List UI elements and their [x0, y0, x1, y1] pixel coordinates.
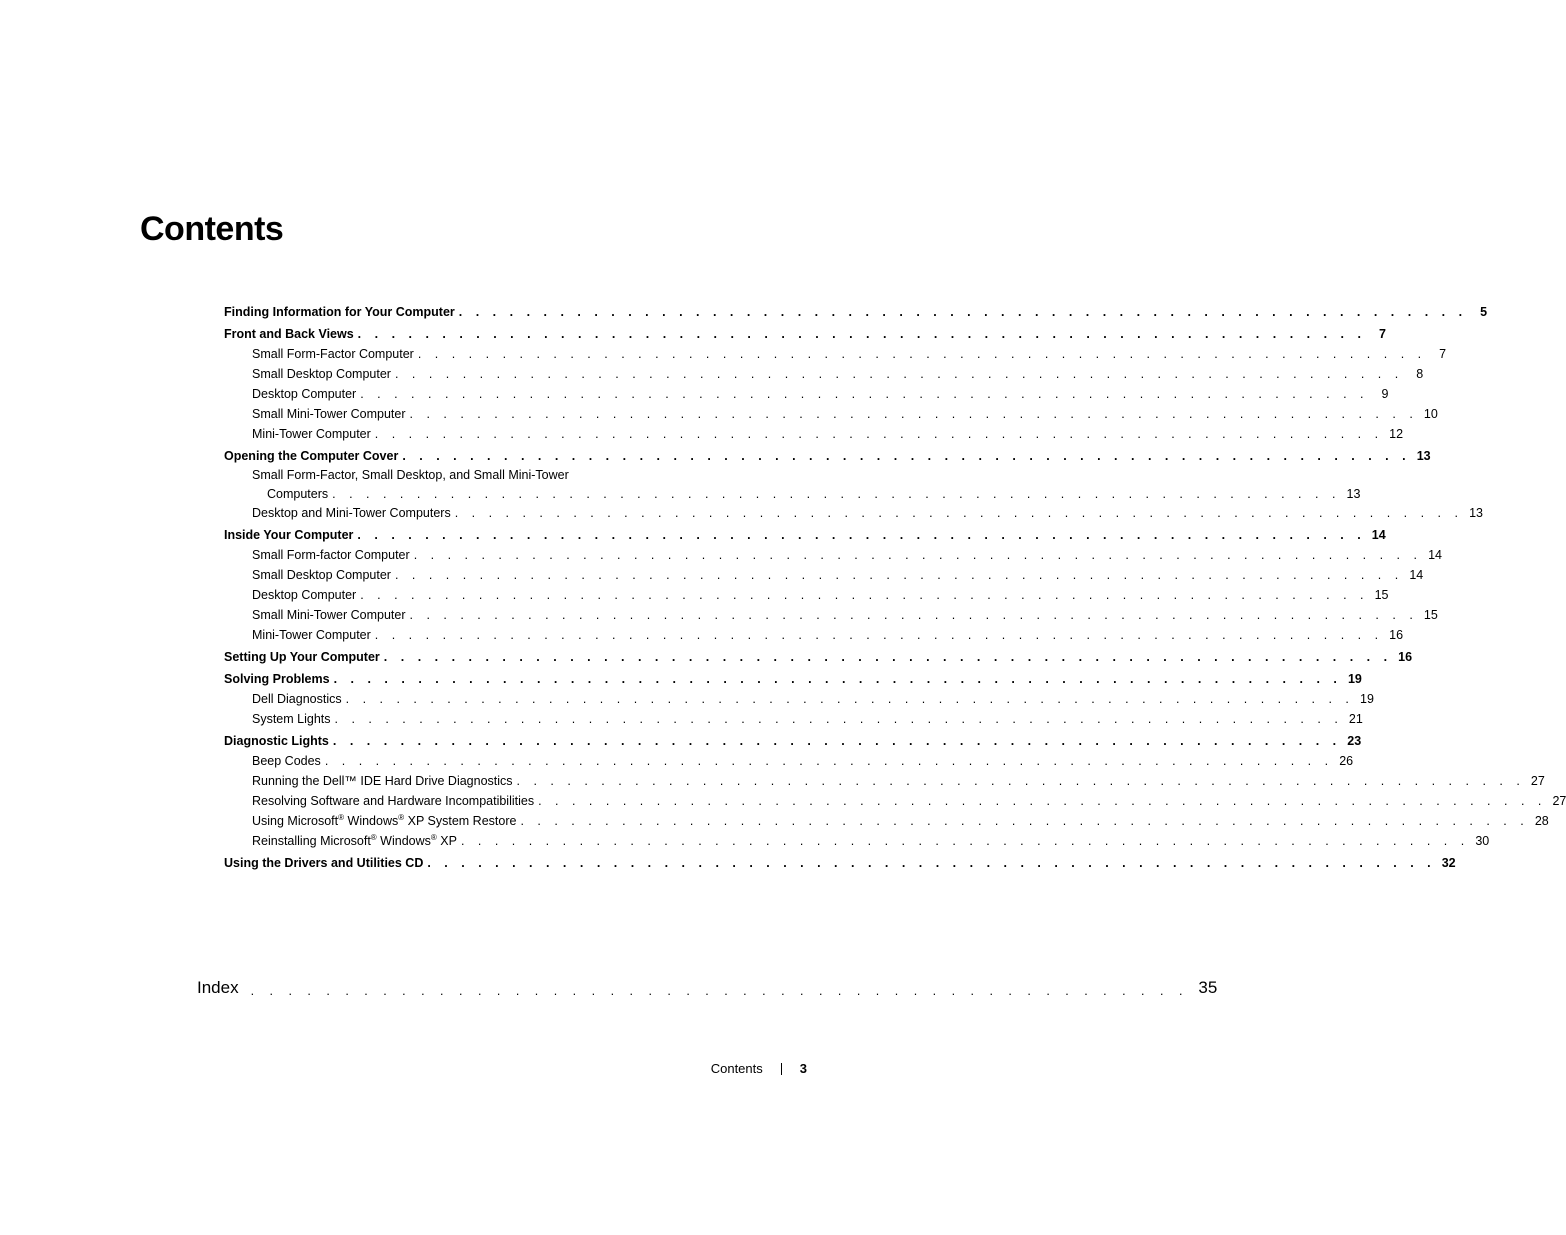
toc-entry-title: Small Form-Factor Computer: [252, 347, 414, 361]
toc-chapter-entry[interactable]: [224, 853, 1456, 873]
toc-subentry[interactable]: [224, 811, 1549, 831]
toc-entry-title: Using Microsoft® Windows® XP System Restore: [252, 812, 517, 828]
toc-subentry[interactable]: [224, 791, 1566, 811]
toc-entry-title: Diagnostic Lights: [224, 734, 329, 748]
dot-leader: . . . . . . . . . . . . . . . . . . . . . . . . . . . . . . . . . . . . . . . . . . . . . . . . . . . . . . . . . . . .: [345, 692, 1354, 706]
toc-entry-title[interactable]: Small Form-Factor, Small Desktop, and Small Mini-Tower: [252, 468, 569, 482]
dot-leader: . . . . . . . . . . . . . . . . . . . . . . . . . . . . . . . . . . . . . . . . . . . . . . . . . . . . . . . . . . . .: [332, 734, 1342, 748]
dot-leader: . . . . . . . . . . . . . . . . . . . . . . . . . . . . . . . . . . . . . . . . . . . . . . . . . . . . . . . . . . . .: [538, 794, 1547, 808]
toc-entry-title: Dell Diagnostics: [252, 692, 342, 706]
toc-entry-page: 35: [1198, 978, 1218, 997]
dot-leader: . . . . . . . . . . . . . . . . . . . . . . . . . . . . . . . . . . . . . . . . . . . . . . . . . . . . . . . . . . . .: [516, 774, 1525, 788]
toc-section: [224, 731, 1566, 851]
toc-section: [224, 302, 1488, 322]
toc-subentry[interactable]: [224, 384, 1389, 404]
toc-entry-page: 16: [1398, 650, 1413, 664]
toc-chapter-entry[interactable]: [224, 525, 1386, 545]
dot-leader: . . . . . . . . . . . . . . . . . . . . . . . . . . . . . . . . . . . . . . . . . . . . . . . . . . . . . . . . . . . .: [458, 305, 1468, 319]
toc-subentry[interactable]: [224, 585, 1389, 605]
toc-entry-page: 5: [1480, 305, 1488, 319]
footer-separator: [781, 1063, 782, 1075]
toc-entry-page: 15: [1423, 608, 1438, 622]
table-of-contents: [224, 300, 1566, 873]
toc-section: [224, 446, 1483, 523]
toc-entry-page: 13: [1346, 487, 1361, 501]
toc-entry-title: System Lights: [252, 712, 331, 726]
toc-subentry[interactable]: [224, 565, 1424, 585]
toc-entry-title: Inside Your Computer: [224, 528, 354, 542]
toc-subentry[interactable]: [224, 605, 1438, 625]
toc-entry-page: 13: [1416, 449, 1431, 463]
toc-entry-page: 21: [1348, 712, 1363, 726]
toc-entry-page: 9: [1381, 387, 1389, 401]
dot-leader: . . . . . . . . . . . . . . . . . . . . . . . . . . . . . . . . . . . . . . . . . . . . . . . . . . . . . . . . . . . .: [417, 347, 1427, 361]
toc-subentry[interactable]: [224, 625, 1404, 645]
toc-subentry[interactable]: [224, 771, 1545, 791]
dot-leader: . . . . . . . . . . . . . . . . . . . . . . . . . . . . . . . . . . . . . . . . . . . . . . . . . .: [250, 984, 1189, 998]
toc-entry-title: Small Mini-Tower Computer: [252, 608, 406, 622]
toc-subentry[interactable]: [224, 404, 1438, 424]
toc-entry-title: Computers: [267, 487, 329, 501]
dot-leader: . . . . . . . . . . . . . . . . . . . . . . . . . . . . . . . . . . . . . . . . . . . . . . . . . . . . . . . . . . . .: [454, 506, 1463, 520]
toc-entry-title: Beep Codes: [252, 754, 321, 768]
toc-section: [224, 853, 1456, 873]
dot-leader: . . . . . . . . . . . . . . . . . . . . . . . . . . . . . . . . . . . . . . . . . . . . . . . . . . . . . . . . . . . .: [374, 427, 1384, 441]
toc-entry-title: Opening the Computer Cover: [224, 449, 399, 463]
toc-entry-title: Small Mini-Tower Computer: [252, 407, 406, 421]
toc-entry-title: Using the Drivers and Utilities CD: [224, 856, 424, 870]
toc-entry-title: Mini-Tower Computer: [252, 427, 371, 441]
toc-entry-title: Desktop Computer: [252, 588, 357, 602]
toc-entry-title: Setting Up Your Computer: [224, 650, 380, 664]
toc-entry-page: 14: [1428, 548, 1442, 562]
toc-entry-page: 26: [1339, 754, 1354, 768]
dot-leader: . . . . . . . . . . . . . . . . . . . . . . . . . . . . . . . . . . . . . . . . . . . . . . . . . . . . . . . . . . . .: [460, 834, 1470, 848]
toc-entry-page: 14: [1409, 568, 1424, 582]
toc-chapter-entry[interactable]: [224, 669, 1362, 689]
footer-label: Contents: [710, 1061, 763, 1076]
toc-chapter-entry[interactable]: [224, 731, 1362, 751]
toc-entry-index[interactable]: [197, 975, 1218, 1001]
dot-leader: . . . . . . . . . . . . . . . . . . . . . . . . . . . . . . . . . . . . . . . . . . . . . . . . . . . . . . . . . . . .: [360, 588, 1369, 602]
toc-subentry[interactable]: [224, 503, 1483, 523]
toc-entry-title: Resolving Software and Hardware Incompatibilities: [252, 794, 535, 808]
toc-chapter-entry[interactable]: [224, 302, 1488, 322]
toc-section: [224, 669, 1374, 729]
dot-leader: . . . . . . . . . . . . . . . . . . . . . . . . . . . . . . . . . . . . . . . . . . . . . . . . . . . . . . . . . . . .: [394, 568, 1404, 582]
dot-leader: . . . . . . . . . . . . . . . . . . . . . . . . . . . . . . . . . . . . . . . . . . . . . . . . . . . . . . . . . . . .: [383, 650, 1393, 664]
toc-subentry[interactable]: [224, 709, 1363, 729]
page-number: 3: [799, 1061, 807, 1076]
toc-entry-page: 23: [1347, 734, 1362, 748]
toc-subentry[interactable]: [224, 344, 1447, 364]
toc-chapter-entry[interactable]: [224, 324, 1386, 344]
dot-leader: . . . . . . . . . . . . . . . . . . . . . . . . . . . . . . . . . . . . . . . . . . . . . . . . . . . . . . . . . . . .: [409, 407, 1418, 421]
dot-leader: . . . . . . . . . . . . . . . . . . . . . . . . . . . . . . . . . . . . . . . . . . . . . . . . . . . . . . . . . . . .: [520, 814, 1529, 828]
toc-entry-title: Small Desktop Computer: [252, 568, 391, 582]
toc-section: [224, 647, 1413, 667]
toc-entry-title: Running the Dell™ IDE Hard Drive Diagnostics: [252, 774, 513, 788]
toc-entry-page: 7: [1439, 347, 1447, 361]
toc-entry-page: 12: [1389, 427, 1404, 441]
dot-leader: . . . . . . . . . . . . . . . . . . . . . . . . . . . . . . . . . . . . . . . . . . . . . . . . . . . . . . . . . . . .: [409, 608, 1418, 622]
toc-entry-page: 19: [1360, 692, 1374, 706]
toc-entry-title: Finding Information for Your Computer: [224, 305, 455, 319]
toc-entry-page: 28: [1534, 814, 1549, 828]
toc-subentry[interactable]: [224, 545, 1442, 565]
dot-leader: . . . . . . . . . . . . . . . . . . . . . . . . . . . . . . . . . . . . . . . . . . . . . . . . . . . . . . . . . . . .: [360, 387, 1369, 401]
toc-entry-page: 15: [1374, 588, 1389, 602]
toc-entry-title: Small Form-factor Computer: [252, 548, 410, 562]
toc-entry-page: 32: [1441, 856, 1456, 870]
dot-leader: . . . . . . . . . . . . . . . . . . . . . . . . . . . . . . . . . . . . . . . . . . . . . . . . . . . . . . . . . . . .: [374, 628, 1384, 642]
toc-entry-page: 16: [1389, 628, 1404, 642]
toc-subentry[interactable]: [224, 485, 1361, 503]
toc-entry-title: Desktop Computer: [252, 387, 357, 401]
toc-chapter-entry[interactable]: [224, 446, 1431, 466]
toc-entry-title: Small Desktop Computer: [252, 367, 391, 381]
dot-leader: . . . . . . . . . . . . . . . . . . . . . . . . . . . . . . . . . . . . . . . . . . . . . . . . . . . . . . . . . . . .: [427, 856, 1436, 870]
dot-leader: . . . . . . . . . . . . . . . . . . . . . . . . . . . . . . . . . . . . . . . . . . . . . . . . . . . . . . . . . . . .: [402, 449, 1411, 463]
toc-entry-page: 30: [1475, 834, 1490, 848]
toc-entry-page: 27: [1552, 794, 1566, 808]
toc-entry-title: Solving Problems: [224, 672, 330, 686]
dot-leader: . . . . . . . . . . . . . . . . . . . . . . . . . . . . . . . . . . . . . . . . . . . . . . . . . . . . . . . . . . . .: [334, 712, 1343, 726]
dot-leader: . . . . . . . . . . . . . . . . . . . . . . . . . . . . . . . . . . . . . . . . . . . . . . . . . . . . . . . . . . . .: [324, 754, 1334, 768]
toc-entry-title: Mini-Tower Computer: [252, 628, 371, 642]
dot-leader: . . . . . . . . . . . . . . . . . . . . . . . . . . . . . . . . . . . . . . . . . . . . . . . . . . . . . . . . . . . .: [357, 528, 1366, 542]
toc-entry-page: 7: [1379, 327, 1386, 341]
page-footer: [711, 1061, 807, 1076]
toc-subentry[interactable]: [224, 689, 1374, 709]
toc-subentry[interactable]: [224, 364, 1424, 384]
toc-section: [224, 324, 1447, 444]
dot-leader: . . . . . . . . . . . . . . . . . . . . . . . . . . . . . . . . . . . . . . . . . . . . . . . . . . . . . . . . . . . .: [333, 672, 1342, 686]
toc-entry-title: Front and Back Views: [224, 327, 354, 341]
toc-entry-page: 8: [1416, 367, 1424, 381]
toc-subentry[interactable]: [224, 831, 1490, 851]
toc-section: [224, 525, 1442, 645]
toc-entry-title: Desktop and Mini-Tower Computers: [252, 506, 451, 520]
toc-entry-page: 19: [1347, 672, 1362, 686]
dot-leader: . . . . . . . . . . . . . . . . . . . . . . . . . . . . . . . . . . . . . . . . . . . . . . . . . . . . . . . . . . . .: [394, 367, 1404, 381]
toc-subentry[interactable]: [224, 751, 1354, 771]
toc-entry-page: 10: [1423, 407, 1438, 421]
toc-subentry[interactable]: [224, 424, 1404, 444]
page-title: Contents: [140, 210, 284, 248]
dot-leader: . . . . . . . . . . . . . . . . . . . . . . . . . . . . . . . . . . . . . . . . . . . . . . . . . . . . . . . . . . . .: [413, 548, 1422, 562]
toc-chapter-entry[interactable]: [224, 647, 1413, 667]
toc-entry-page: 14: [1371, 528, 1386, 542]
dot-leader: . . . . . . . . . . . . . . . . . . . . . . . . . . . . . . . . . . . . . . . . . . . . . . . . . . . . . . . . . . . .: [357, 327, 1366, 341]
dot-leader: . . . . . . . . . . . . . . . . . . . . . . . . . . . . . . . . . . . . . . . . . . . . . . . . . . . . . . . . . . . .: [332, 487, 1341, 501]
toc-entry-title: Index: [197, 978, 239, 997]
toc-entry-title: Reinstalling Microsoft® Windows® XP: [252, 832, 457, 848]
toc-entry-page: 13: [1469, 506, 1483, 520]
toc-entry-page: 27: [1530, 774, 1545, 788]
